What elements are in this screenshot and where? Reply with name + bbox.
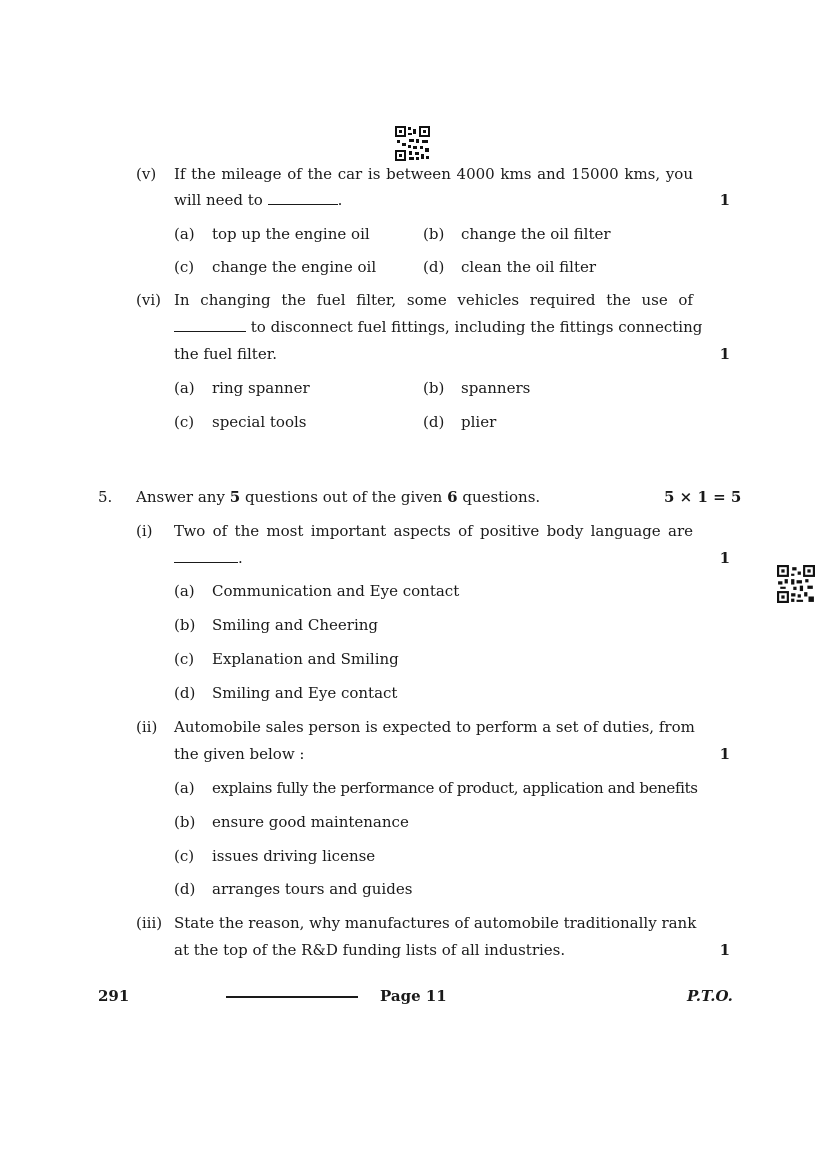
option-text: top up the engine oil <box>212 225 370 243</box>
question-text-part: to disconnect fuel fittings, including the fittings connecting <box>250 318 703 336</box>
question-text: State the reason, why manufactures of automobile traditionally rank <box>174 914 697 932</box>
question-text: at the top of the R&D funding lists of all industries. <box>174 941 566 959</box>
option-label: (d) <box>174 880 196 898</box>
option-label: (c) <box>174 847 195 865</box>
question-marks: 1 <box>719 345 730 363</box>
option-label: (b) <box>174 616 196 634</box>
question-text-part: . <box>337 191 343 209</box>
question-number: 5. <box>98 488 113 506</box>
option-text: special tools <box>212 413 307 431</box>
option-label: (c) <box>174 413 195 431</box>
question-number: (iii) <box>136 914 163 932</box>
option-text: spanners <box>461 379 531 397</box>
paper-code: 291 <box>98 987 130 1005</box>
option-text: issues driving license <box>212 847 376 865</box>
option-text: change the oil filter <box>461 225 611 243</box>
question-text <box>174 318 702 336</box>
question-text: Two of the most important aspects of positive body language are <box>174 522 693 540</box>
question-marks: 1 <box>719 549 730 567</box>
option-text: clean the oil filter <box>461 258 597 276</box>
question-text <box>174 549 243 567</box>
option-text: Smiling and Cheering <box>212 616 379 634</box>
footer-rule <box>226 996 358 998</box>
question-text <box>174 191 342 209</box>
question-text-part: . <box>238 549 243 567</box>
question-marks: 1 <box>719 941 730 959</box>
question-number: (i) <box>136 522 153 540</box>
question-text: Automobile sales person is expected to perform a set of duties, from <box>174 718 695 736</box>
question-marks: 1 <box>719 745 730 763</box>
question-instruction <box>136 488 540 506</box>
instruction-total: 6 <box>447 488 458 506</box>
qr-code-top <box>395 126 430 161</box>
question-text: If the mileage of the car is between 4000 kms and 15000 kms, you <box>174 165 693 183</box>
option-text: explains fully the performance of product, application and benefits <box>212 779 698 797</box>
option-text: plier <box>461 413 497 431</box>
question-text: the fuel filter. <box>174 345 277 363</box>
instruction-count: 5 <box>229 488 241 506</box>
option-text: Smiling and Eye contact <box>212 684 398 702</box>
answer-blank <box>268 192 338 205</box>
option-label: (a) <box>174 779 195 797</box>
option-label: (c) <box>174 650 195 668</box>
answer-blank <box>174 550 238 563</box>
please-turn-over: P.T.O. <box>687 987 733 1005</box>
option-label: (d) <box>174 684 196 702</box>
option-label: (b) <box>174 813 196 831</box>
instruction-part: questions. <box>462 488 541 506</box>
question-text: In changing the fuel filter, some vehicles required the use of <box>174 291 693 309</box>
option-label: (a) <box>174 379 195 397</box>
page-number: Page 11 <box>380 987 447 1005</box>
instruction-part: Answer any <box>136 488 225 506</box>
option-text: ensure good maintenance <box>212 813 409 831</box>
instruction-part: questions out of the given <box>244 488 443 506</box>
option-text: change the engine oil <box>212 258 377 276</box>
option-label: (c) <box>174 258 195 276</box>
qr-code-side <box>777 565 815 603</box>
question-text-part: will need to <box>174 191 263 209</box>
option-label: (d) <box>423 413 445 431</box>
option-label: (b) <box>423 225 445 243</box>
option-text: arranges tours and guides <box>212 880 413 898</box>
answer-blank <box>174 319 246 332</box>
option-label: (a) <box>174 225 195 243</box>
option-label: (b) <box>423 379 445 397</box>
question-text: the given below : <box>174 745 305 763</box>
option-text: ring spanner <box>212 379 310 397</box>
option-label: (a) <box>174 582 195 600</box>
option-text: Explanation and Smiling <box>212 650 399 668</box>
question-number: (ii) <box>136 718 158 736</box>
question-number: (v) <box>136 165 157 183</box>
option-text: Communication and Eye contact <box>212 582 460 600</box>
option-label: (d) <box>423 258 445 276</box>
question-marks: 1 <box>719 191 730 209</box>
question-number: (vi) <box>136 291 161 309</box>
section-marks: 5 × 1 = 5 <box>664 488 742 506</box>
